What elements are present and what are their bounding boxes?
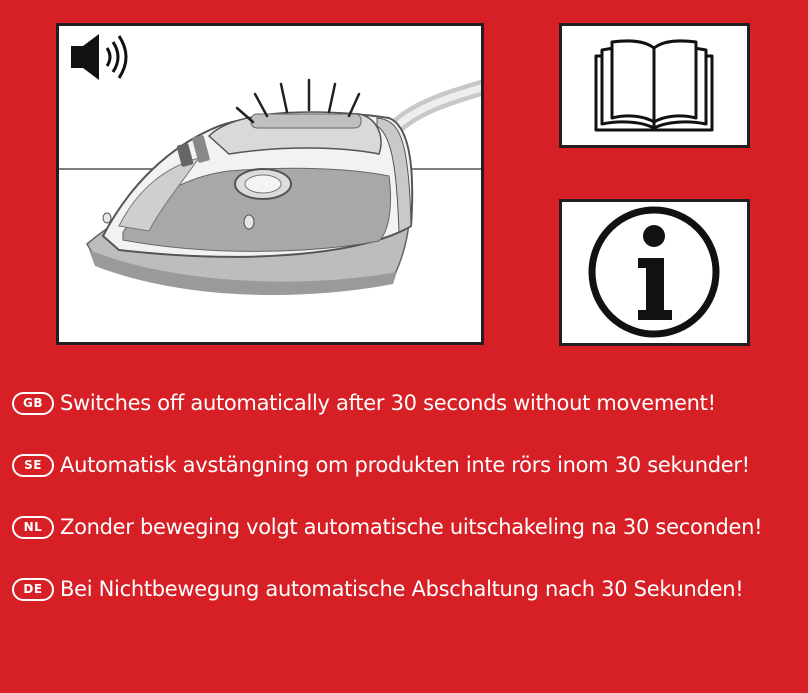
note-text-se: Automatisk avstängning om produkten inte rörs inom 30 sekunder! — [60, 453, 750, 477]
steam-iron-illustration — [59, 26, 481, 342]
language-badge-se: SE — [12, 454, 54, 477]
manual-panel — [559, 23, 750, 148]
note-text-gb: Switches off automatically after 30 seconds without movement! — [60, 391, 716, 415]
note-gb — [12, 383, 716, 423]
speaker-icon — [71, 34, 126, 80]
note-de — [12, 569, 743, 609]
note-text-nl: Zonder beweging volgt automatische uitschakeling na 30 seconden! — [60, 515, 763, 539]
open-book-icon — [562, 26, 747, 145]
language-badge-nl: NL — [12, 516, 54, 539]
iron-illustration-panel — [56, 23, 484, 345]
note-nl — [12, 507, 762, 547]
info-icon — [562, 202, 747, 343]
info-panel — [559, 199, 750, 346]
note-se — [12, 445, 750, 485]
note-text-de: Bei Nichtbewegung automatische Abschaltung nach 30 Sekunden! — [60, 577, 744, 601]
language-badge-gb: GB — [12, 392, 54, 415]
language-badge-de: DE — [12, 578, 54, 601]
